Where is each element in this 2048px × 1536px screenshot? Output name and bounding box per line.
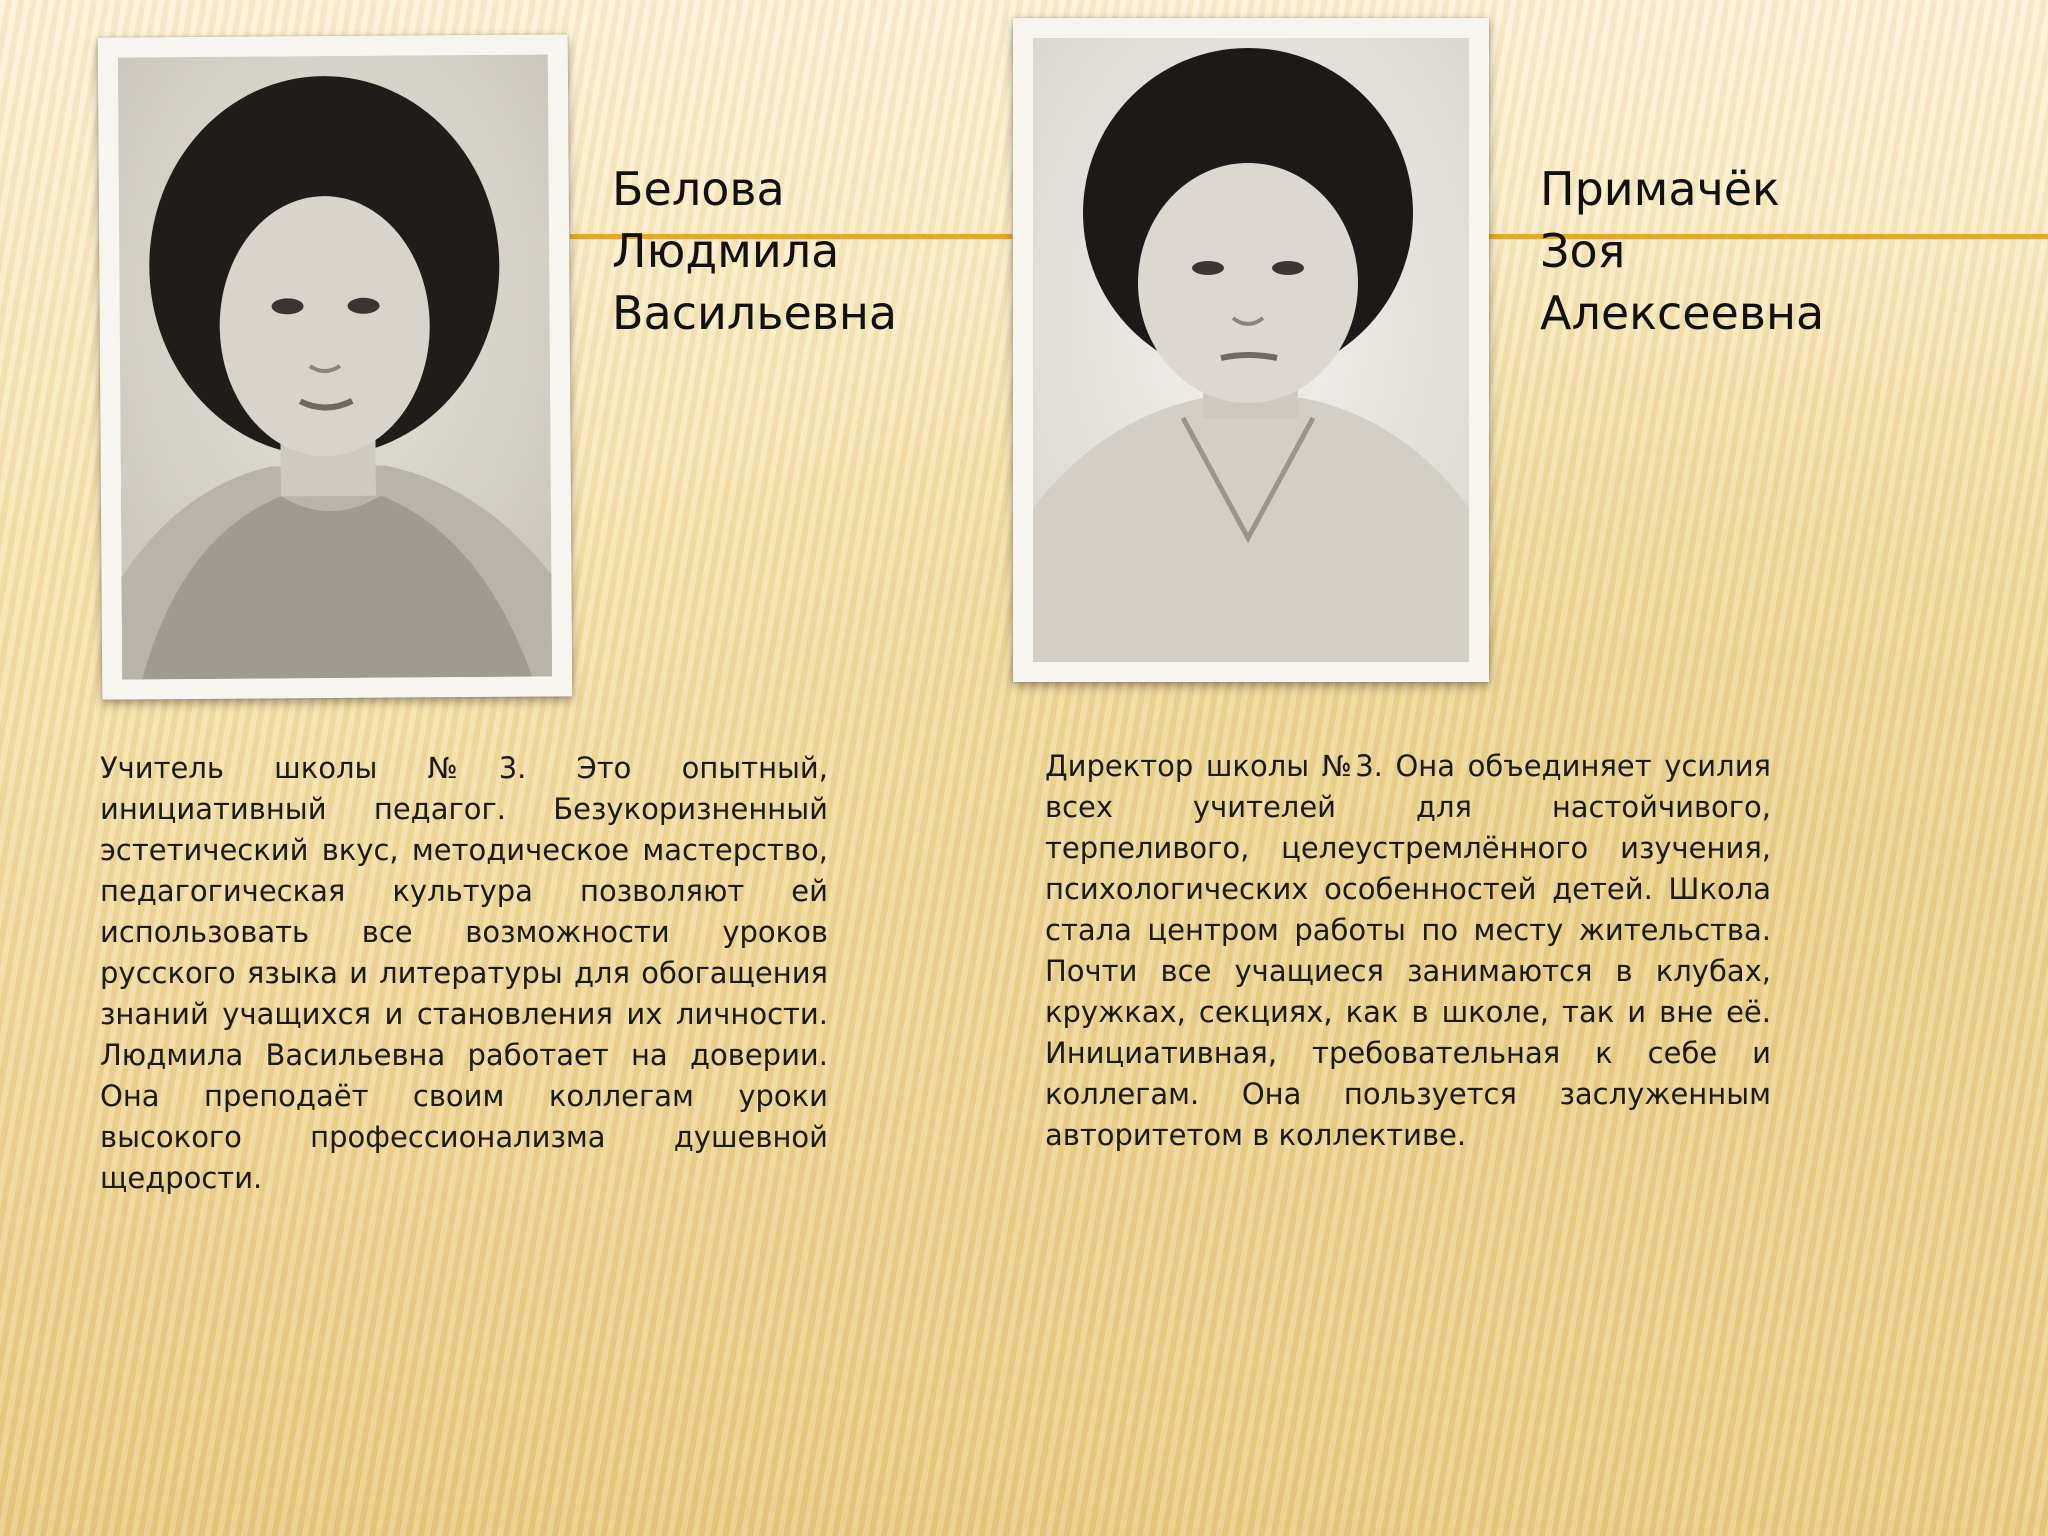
person-name: Примачёк Зоя Алексеевна: [1540, 162, 1825, 340]
person-name: Белова Людмила Васильевна: [612, 162, 898, 340]
portrait-photo-belova: [98, 34, 573, 699]
portrait-photo-primachek: [1013, 18, 1489, 682]
person-bio: Учитель школы №3. Это опытный, инициативный педагог. Безукоризненный эстетический вкус, методическое мастерство, педагогическая культура позволяют ей использовать все возможности уроков русского языка и литературы для обогащения знаний учащихся и становления их личности. Людмила Васильевна работает на доверии. Она преподаёт своим коллегам уроки высокого профессионализма душевной щедрости.: [100, 751, 828, 1195]
person-bio: Директор школы №3. Она объединяет усилия всех учителей для настойчивого, терпеливого, целеустремлённого изучения, психологических особенностей детей. Школа стала центром работы по месту жительства. Почти все учащиеся занимаются в клубах, кружках, секциях, как в школе, так и вне её. Инициативная, требовательная к себе и коллегам. Она пользуется заслуженным авторитетом в коллективе.: [1045, 749, 1771, 1152]
